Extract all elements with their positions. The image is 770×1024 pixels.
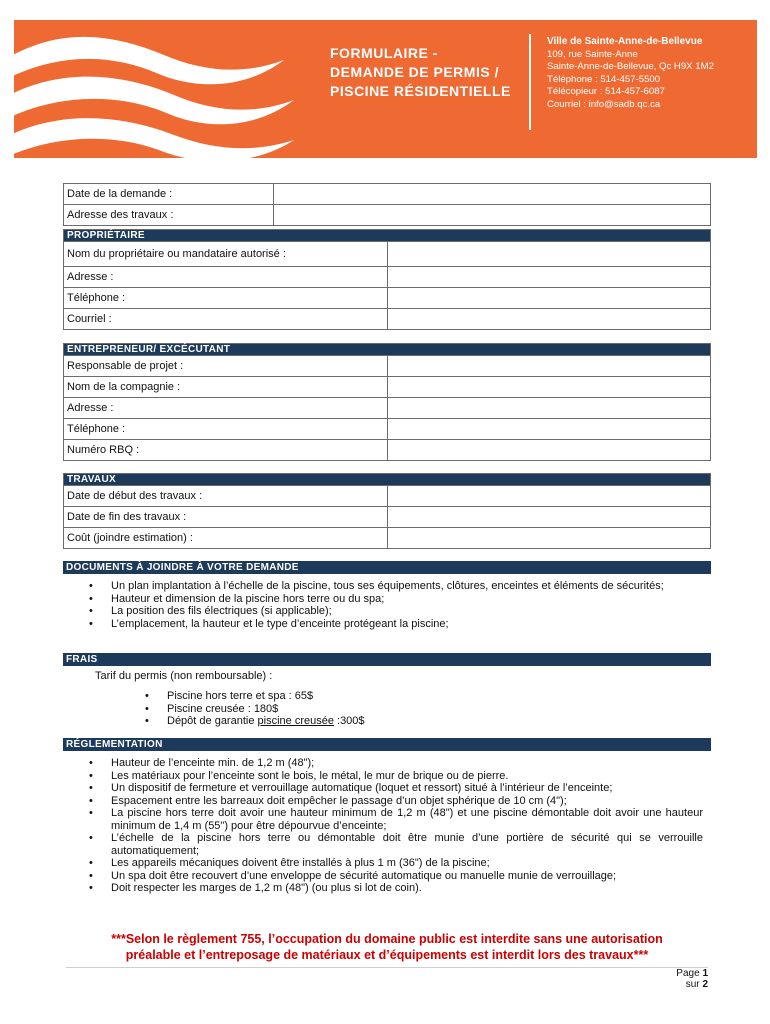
city-phone: Téléphone : 514-457-5500 [547,73,661,85]
input-cell[interactable] [387,242,711,267]
title-line: PISCINE RÉSIDENTIELLE [330,83,511,99]
field-label: Nom de la compagnie : [64,377,388,398]
fee-list [141,690,561,728]
list-item: • Piscine hors terre et spa : 65$ [141,690,561,703]
section-heading-frais: FRAIS [63,653,711,666]
section-heading-reglementation: RÉGLEMENTATION [63,738,711,751]
list-item: • Hauteur et dimension de la piscine hors terre ou du spa; [85,593,703,606]
city-postal: Sainte-Anne-de-Bellevue, Qc H9X 1M2 [547,61,714,72]
input-cell[interactable] [387,507,711,528]
page-word: Page [676,968,700,979]
input-cell[interactable] [387,309,711,330]
list-item: • L’échelle de la piscine hors terre ou démontable doit être munie d’une portière de sécurité qui se verrouille automatiquement; [85,832,703,857]
list-item: • La position des fils électriques (si applicable); [85,605,703,618]
field-label: Date de la demande : [64,184,274,205]
field-label: Téléphone : [64,288,388,309]
footer-divider [66,967,708,968]
city-address: 109, rue Sainte-Anne [547,48,638,60]
page-sur: sur [685,979,700,990]
list-item: • Piscine creusée : 180$ [141,703,561,716]
documents-list [85,580,703,630]
page-current: 1 [702,968,708,979]
form-title [330,44,511,101]
page-number [620,968,708,990]
section-heading: ENTREPRENEUR/ EXCÉCUTANT [64,344,711,356]
city-contact [547,36,714,111]
input-cell[interactable] [387,377,711,398]
fee-intro: Tarif du permis (non remboursable) : [95,670,273,682]
list-item: • Les appareils mécaniques doivent être installés à plus 1 m (36") de la piscine; [85,857,703,870]
list-item [141,715,561,728]
field-label: Date de fin des travaux : [64,507,388,528]
field-label: Adresse : [64,398,388,419]
section-heading: PROPRIÉTAIRE [64,230,711,242]
input-cell[interactable] [387,486,711,507]
list-item: • Les matériaux pour l’enceinte sont le bois, le métal, le mur de brique ou de pierre. [85,770,703,783]
fee-underlined: piscine creusée [257,715,334,727]
input-cell[interactable] [387,419,711,440]
field-label: Courriel : [64,309,388,330]
page-total: 2 [702,979,708,990]
list-item: • Un dispositif de fermeture et verrouillage automatique (loquet et ressort) situé à l’intérieur de l’enceinte; [85,782,703,795]
contractor-table [63,343,711,461]
city-email: Courriel : info@sadb.qc.ca [547,98,661,110]
warning-line: préalable et l’entreposage de matériaux et d’équipements est interdit lors des travaux*** [125,948,649,962]
address-input-cell[interactable] [274,205,711,226]
list-item: • Un spa doit être recouvert d’une enveloppe de sécurité automatique ou manuelle munie de verrouillage; [85,870,703,883]
general-table [63,183,711,226]
regulation-list [85,757,703,895]
list-item: • La piscine hors terre doit avoir une hauteur minimum de 1,2 m (48") et une piscine démontable doit avoir une hauteur minimum de 1,4 m (55") pour être dépourvue d’enceinte; [85,807,703,832]
title-line: FORMULAIRE - [330,45,438,61]
field-label: Responsable de projet : [64,356,388,377]
field-label: Adresse des travaux : [64,205,274,226]
field-label: Date de début des travaux : [64,486,388,507]
date-input-cell[interactable] [274,184,711,205]
section-heading: TRAVAUX [64,474,711,486]
title-line: DEMANDE DE PERMIS / [330,64,499,80]
list-item: • Espacement entre les barreaux doit empêcher le passage d’un objet sphérique de 10 cm (4"); [85,795,703,808]
field-label: Adresse : [64,267,388,288]
city-name: Ville de Sainte-Anne-de-Bellevue [547,36,703,47]
input-cell[interactable] [387,528,711,549]
list-item: • Hauteur de l’enceinte min. de 1,2 m (48"); [85,757,703,770]
input-cell[interactable] [387,267,711,288]
city-logo-waves [14,20,314,158]
list-item: • Un plan implantation à l’échelle de la piscine, tous ses équipements, clôtures, enceintes et éléments de sécurités; [85,580,703,593]
input-cell[interactable] [387,398,711,419]
list-item: • L’emplacement, la hauteur et le type d’enceinte protégeant la piscine; [85,618,703,631]
header-divider [529,34,531,130]
field-label: Nom du propriétaire ou mandataire autorisé : [64,242,388,267]
field-label: Numéro RBQ : [64,440,388,461]
fee-text: :300$ [333,715,365,727]
section-heading-documents: DOCUMENTS À JOINDRE À VOTRE DEMANDE [63,561,711,574]
city-fax: Télécopieur : 514-457-6087 [547,86,665,97]
owner-table [63,229,711,330]
works-table [63,473,711,549]
field-label: Téléphone : [64,419,388,440]
list-item: • Doit respecter les marges de 1,2 m (48") (ou plus si lot de coin). [85,882,703,895]
warning-notice [66,931,708,963]
field-label: Coût (joindre estimation) : [64,528,388,549]
warning-line: ***Selon le règlement 755, l’occupation du domaine public est interdite sans une autorisation [111,932,663,946]
input-cell[interactable] [387,440,711,461]
fee-text: Dépôt de garantie [167,715,258,727]
input-cell[interactable] [387,288,711,309]
input-cell[interactable] [387,356,711,377]
